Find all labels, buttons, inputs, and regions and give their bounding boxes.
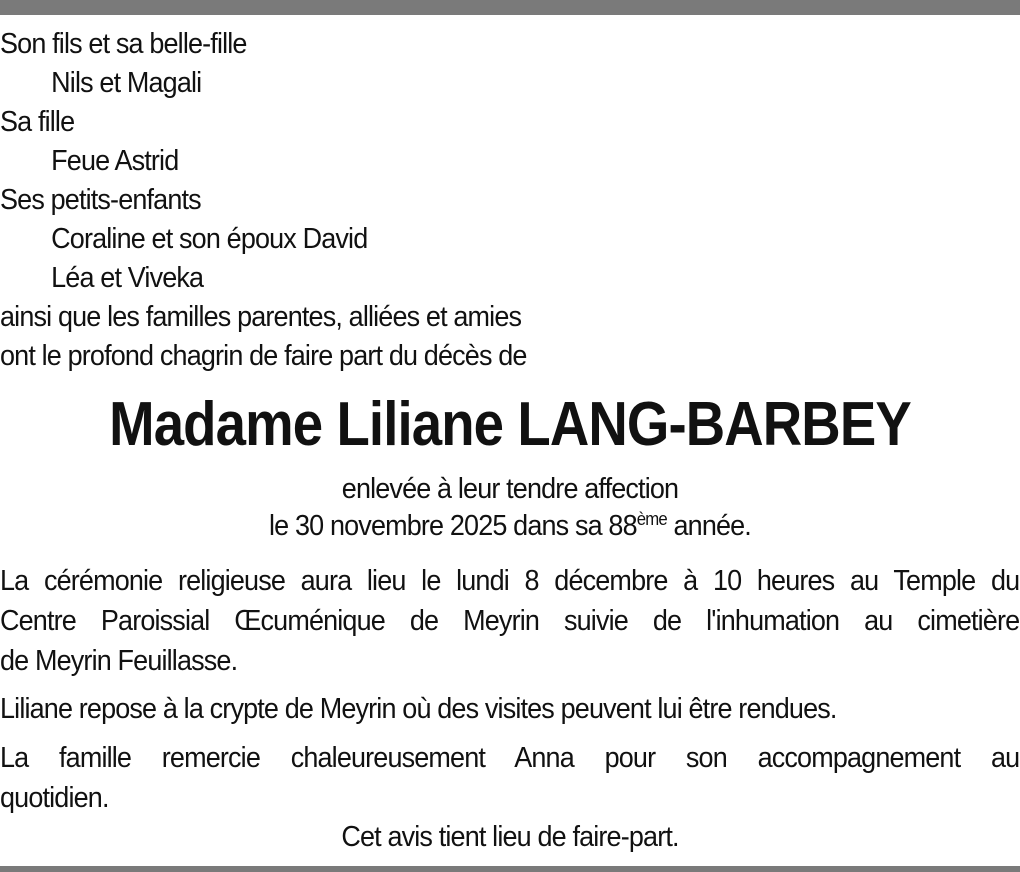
family-line: Coraline et son époux David — [51, 223, 368, 255]
visit-line: Liliane repose à la crypte de Meyrin où des visites peuvent lui être rendues. — [0, 693, 837, 725]
family-line: Ses petits-enfants — [0, 184, 201, 216]
footer-note: Cet avis tient lieu de faire-part. — [341, 821, 679, 853]
family-list — [0, 25, 1020, 376]
ceremony-line: La cérémonie religieuse aura lieu le lundi 8 décembre à 10 heures au Temple du — [0, 565, 1020, 597]
ceremony-line: de Meyrin Feuillasse. — [0, 645, 238, 677]
family-line: Feue Astrid — [51, 145, 179, 177]
thanks-line: La famille remercie chaleureusement Anna pour son accompagnement au — [0, 742, 1020, 774]
thanks-paragraph — [0, 738, 1020, 818]
family-line: ont le profond chagrin de faire part du décès de — [0, 340, 527, 372]
family-line: Nils et Magali — [51, 67, 202, 99]
subtitle-line-1: enlevée à leur tendre affection — [341, 473, 679, 505]
deceased-name: Madame Liliane LANG-BARBEY — [109, 390, 911, 459]
thanks-line: quotidien. — [0, 782, 109, 814]
family-line: Léa et Viveka — [51, 262, 204, 294]
family-line: Son fils et sa belle-fille — [0, 28, 247, 60]
date-text: le 30 novembre 2025 dans sa 88 — [269, 510, 637, 542]
family-line: ainsi que les familles parentes, alliées et amies — [0, 301, 522, 333]
subtitle-line-2 — [36, 508, 985, 544]
visit-paragraph — [0, 689, 1020, 729]
ordinal-suffix: ème — [636, 509, 667, 529]
date-text-end: année. — [666, 510, 751, 542]
family-line: Sa fille — [0, 106, 75, 138]
ceremony-line: Centre Paroissial Œcuménique de Meyrin suivie de l'inhumation au cimetière — [0, 605, 1020, 637]
ceremony-paragraph — [0, 561, 1020, 681]
top-rule — [0, 0, 1020, 15]
bottom-rule — [0, 866, 1020, 872]
